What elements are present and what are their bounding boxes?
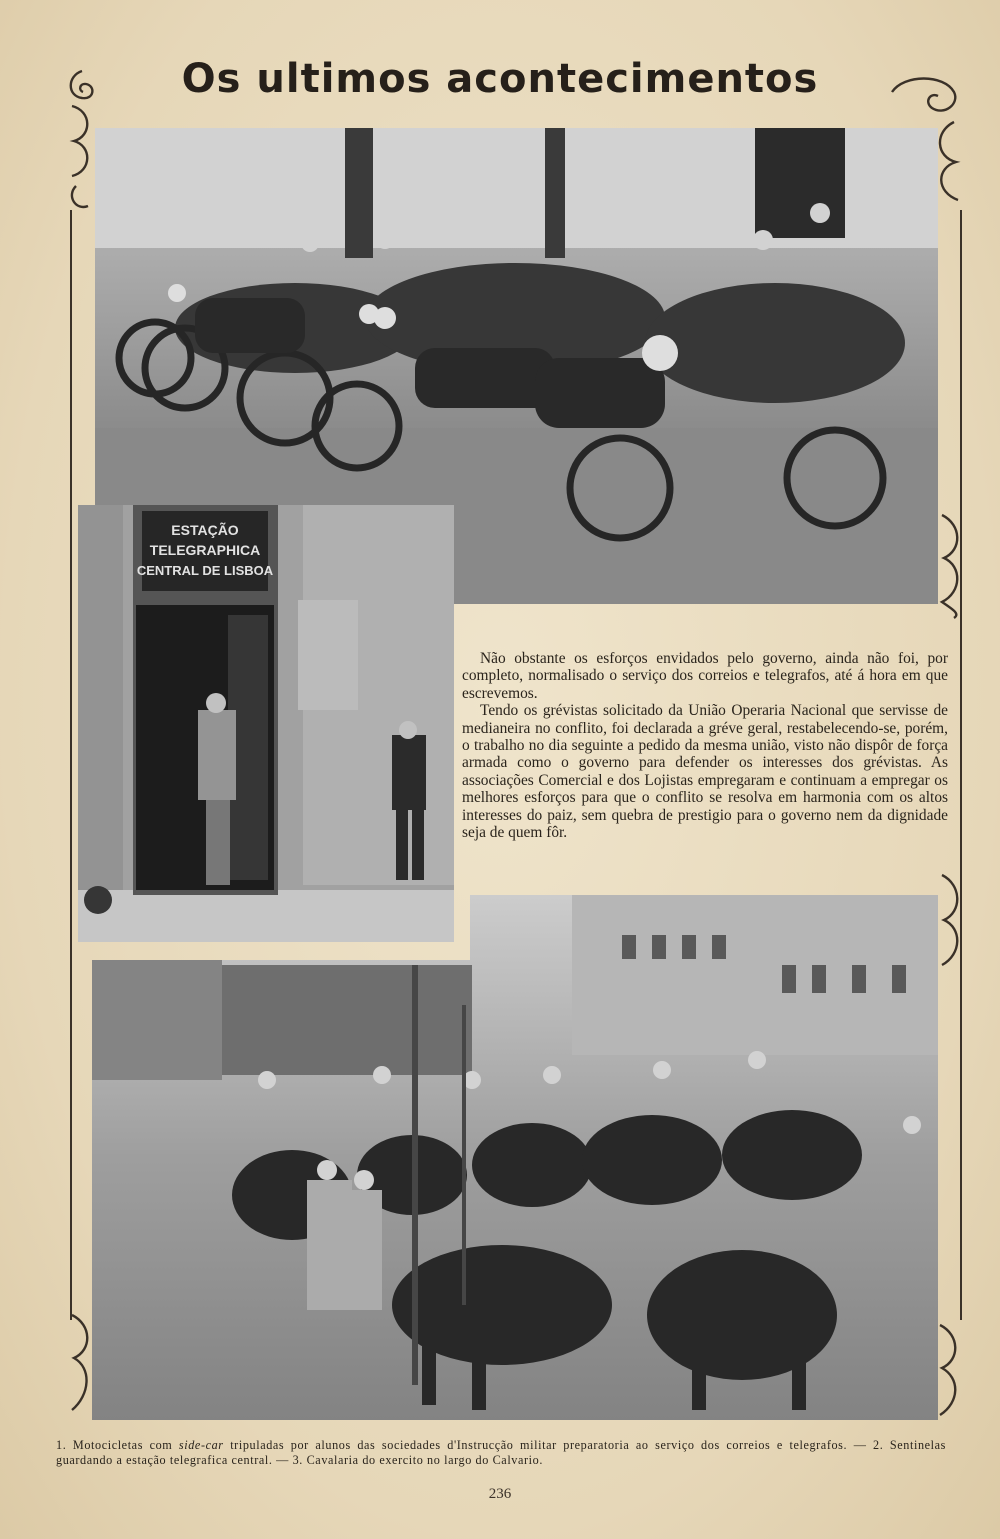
sign-line-2: TELEGRAPHICA (149, 542, 261, 558)
sign-line-3: CENTRAL DE LISBOA (136, 563, 274, 578)
ornament-right-mid-icon (934, 510, 968, 620)
caption-text-a: Motocicletas com (66, 1438, 179, 1452)
article-paragraph-1: Não obstante os esforços envidados pelo governo, ainda não foi, por completo, normalisado o serviço dos correios e telegrafos, até á hora em que escrevemos. (462, 650, 948, 702)
frame-left-line (70, 210, 72, 1320)
page-title: Os ultimos acontecimentos (181, 56, 819, 102)
page-number: 236 (488, 1486, 512, 1502)
caption-text-b: tripuladas por alunos das sociedades d'Instrucção militar preparatoria ao serviço dos correios e telegrafos. — 2. Sentinelas guardando a estação telegrafica central. — 3. Cavalaria do exercito no largo do Calvario. (56, 1438, 947, 1467)
sign-line-1: ESTAÇÃO (171, 522, 239, 538)
article-paragraph-2: Tendo os grévistas solicitado da União Operaria Nacional que servisse de medianeira no conflito, foi declarada a gréve geral, restabelecendo-se, porém, o trabalho no dia seguinte a pedido da mesma união, visto não dispôr de força armada como o governo para defender os interesses dos grévistas. As associações Comercial e dos Lojistas empregaram e continuam a empregar os melhores esforços para que o conflito se resolva em harmonia com os altos interesses do paiz, sem quebra de prestigio para o governo nem da dignidade seja de quem fôr. (462, 702, 948, 842)
article-text (462, 650, 948, 841)
photo-cavalry (92, 895, 938, 1420)
frame-right-line (960, 210, 962, 1320)
photo-caption (56, 1438, 946, 1468)
caption-number: 1. (56, 1438, 67, 1452)
caption-italic: side-car (178, 1438, 224, 1452)
photo-telegraph-station (78, 505, 454, 942)
